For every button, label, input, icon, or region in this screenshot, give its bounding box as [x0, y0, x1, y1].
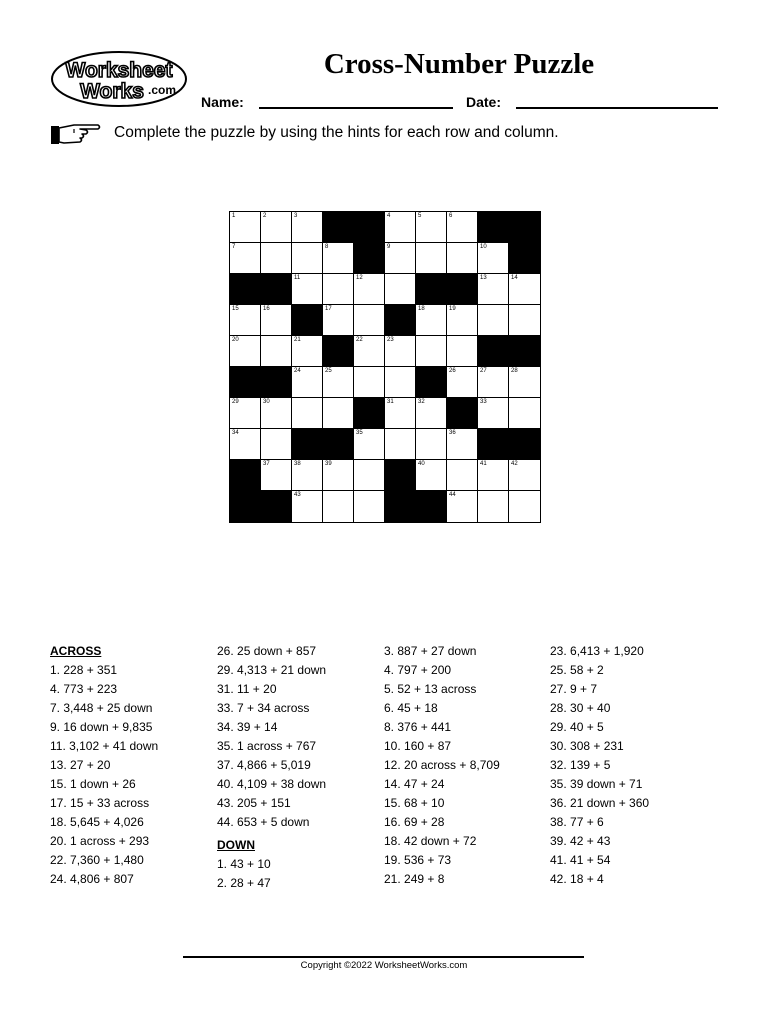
black-cell — [230, 274, 261, 305]
cell-number: 27 — [480, 368, 487, 374]
answer-cell[interactable] — [354, 305, 385, 336]
answer-cell[interactable] — [323, 305, 354, 336]
clue-item: 16. 69 + 28 — [384, 815, 445, 829]
clue-item: 14. 47 + 24 — [384, 777, 445, 791]
clue-item: 27. 9 + 7 — [550, 682, 598, 696]
clue-item: 18. 5,645 + 4,026 — [50, 815, 144, 829]
logo-line2: Works — [80, 80, 144, 103]
cell-number: 26 — [449, 368, 456, 374]
cell-number: 33 — [480, 399, 487, 405]
page-title: Cross-Number Puzzle — [323, 48, 595, 80]
answer-cell[interactable] — [447, 305, 478, 336]
cell-number: 13 — [480, 275, 487, 281]
cell-number: 41 — [480, 461, 487, 467]
cell-number: 12 — [356, 275, 363, 281]
answer-cell[interactable] — [385, 367, 416, 398]
black-cell — [385, 460, 416, 491]
clue-item: 9. 16 down + 9,835 — [50, 720, 153, 734]
cell-number: 40 — [418, 461, 425, 467]
cell-number: 42 — [511, 461, 518, 467]
answer-cell[interactable] — [354, 274, 385, 305]
cell-number: 20 — [232, 337, 239, 343]
clue-item: 1. 43 + 10 — [217, 857, 271, 871]
answer-cell[interactable] — [478, 491, 509, 522]
black-cell — [385, 491, 416, 522]
black-cell — [230, 460, 261, 491]
clue-item: 3. 887 + 27 down — [384, 644, 477, 658]
clue-item: 20. 1 across + 293 — [50, 834, 150, 848]
clue-item: 15. 1 down + 26 — [50, 777, 136, 791]
clue-item: 4. 797 + 200 — [384, 663, 452, 677]
clue-item: 12. 20 across + 8,709 — [384, 758, 500, 772]
answer-cell[interactable] — [261, 398, 292, 429]
date-line — [516, 107, 718, 109]
black-cell — [292, 429, 323, 460]
black-cell — [261, 274, 292, 305]
cell-number: 39 — [325, 461, 332, 467]
clue-item: 30. 308 + 231 — [550, 739, 624, 753]
answer-cell[interactable] — [261, 243, 292, 274]
black-cell — [509, 336, 540, 367]
answer-cell[interactable] — [385, 212, 416, 243]
clue-item: 10. 160 + 87 — [384, 739, 452, 753]
answer-cell[interactable] — [292, 212, 323, 243]
cell-number: 44 — [449, 492, 456, 498]
black-cell — [447, 398, 478, 429]
answer-cell[interactable] — [509, 367, 540, 398]
clue-item: 22. 7,360 + 1,480 — [50, 853, 144, 867]
clue-item: 41. 41 + 54 — [550, 853, 611, 867]
black-cell — [323, 212, 354, 243]
answer-cell[interactable] — [323, 243, 354, 274]
answer-cell[interactable] — [230, 212, 261, 243]
cell-number: 29 — [232, 399, 239, 405]
name-label: Name: — [201, 94, 244, 110]
answer-cell[interactable] — [292, 398, 323, 429]
clue-item: 4. 773 + 223 — [50, 682, 118, 696]
cell-number: 15 — [232, 306, 239, 312]
answer-cell[interactable] — [416, 212, 447, 243]
answer-cell[interactable] — [416, 398, 447, 429]
black-cell — [292, 305, 323, 336]
clue-item: 19. 536 + 73 — [384, 853, 452, 867]
down-heading: DOWN — [217, 838, 255, 852]
logo-line1: Worksheet — [65, 59, 173, 82]
instruction-text: Complete the puzzle by using the hints for each row and column. — [114, 124, 559, 141]
cell-number: 6 — [449, 213, 453, 219]
black-cell — [230, 367, 261, 398]
logo-suffix: .com — [147, 83, 177, 97]
black-cell — [447, 274, 478, 305]
answer-cell[interactable] — [354, 429, 385, 460]
cell-number: 10 — [480, 244, 487, 250]
clue-item: 36. 21 down + 360 — [550, 796, 650, 810]
clue-column-1 — [50, 642, 158, 889]
clue-item: 29. 4,313 + 21 down — [217, 663, 327, 677]
cell-number: 31 — [387, 399, 394, 405]
clue-item: 35. 39 down + 71 — [550, 777, 643, 791]
cell-number: 5 — [418, 213, 422, 219]
crossnumber-grid — [229, 211, 541, 523]
answer-cell[interactable] — [385, 398, 416, 429]
black-cell — [261, 491, 292, 522]
across-heading: ACROSS — [50, 644, 102, 658]
answer-cell[interactable] — [416, 305, 447, 336]
answer-cell[interactable] — [478, 367, 509, 398]
clue-item: 31. 11 + 20 — [217, 682, 277, 696]
black-cell — [509, 212, 540, 243]
answer-cell[interactable] — [447, 243, 478, 274]
black-cell — [261, 367, 292, 398]
cell-number: 18 — [418, 306, 425, 312]
black-cell — [416, 367, 447, 398]
cell-number: 35 — [356, 430, 363, 436]
answer-cell[interactable] — [292, 336, 323, 367]
clue-item: 35. 1 across + 767 — [217, 739, 317, 753]
answer-cell[interactable] — [447, 367, 478, 398]
clue-item: 32. 139 + 5 — [550, 758, 611, 772]
cell-number: 34 — [232, 430, 239, 436]
answer-cell[interactable] — [230, 336, 261, 367]
cell-number: 37 — [263, 461, 270, 467]
cell-number: 38 — [294, 461, 301, 467]
clue-item: 2. 28 + 47 — [217, 876, 271, 890]
answer-cell[interactable] — [323, 491, 354, 522]
cell-number: 21 — [294, 337, 301, 343]
answer-cell[interactable] — [416, 336, 447, 367]
cell-number: 8 — [325, 244, 329, 250]
cell-number: 36 — [449, 430, 456, 436]
pointing-hand-icon — [50, 121, 102, 147]
black-cell — [354, 243, 385, 274]
answer-cell[interactable] — [416, 460, 447, 491]
clue-item: 21. 249 + 8 — [384, 872, 445, 886]
clue-item: 26. 25 down + 857 — [217, 644, 317, 658]
answer-cell[interactable] — [478, 398, 509, 429]
cell-number: 11 — [294, 275, 301, 281]
clue-item: 24. 4,806 + 807 — [50, 872, 134, 886]
answer-cell[interactable] — [323, 367, 354, 398]
answer-cell[interactable] — [323, 460, 354, 491]
clue-item: 5. 52 + 13 across — [384, 682, 477, 696]
black-cell — [416, 274, 447, 305]
answer-cell[interactable] — [447, 336, 478, 367]
answer-cell[interactable] — [230, 305, 261, 336]
black-cell — [478, 429, 509, 460]
clue-item: 43. 205 + 151 — [217, 796, 291, 810]
black-cell — [230, 491, 261, 522]
clue-column-4 — [550, 642, 649, 889]
black-cell — [478, 212, 509, 243]
cell-number: 32 — [418, 399, 425, 405]
answer-cell[interactable] — [385, 274, 416, 305]
clue-item: 37. 4,866 + 5,019 — [217, 758, 311, 772]
clue-item: 38. 77 + 6 — [550, 815, 604, 829]
cell-number: 30 — [263, 399, 270, 405]
answer-cell[interactable] — [385, 243, 416, 274]
black-cell — [354, 212, 385, 243]
cell-number: 25 — [325, 368, 332, 374]
clue-column-3 — [384, 642, 500, 889]
cell-number: 2 — [263, 213, 267, 219]
answer-cell[interactable] — [447, 429, 478, 460]
cell-number: 4 — [387, 213, 391, 219]
clue-item: 40. 4,109 + 38 down — [217, 777, 327, 791]
clue-item: 8. 376 + 441 — [384, 720, 452, 734]
answer-cell[interactable] — [292, 367, 323, 398]
answer-cell[interactable] — [509, 274, 540, 305]
answer-cell[interactable] — [478, 243, 509, 274]
answer-cell[interactable] — [230, 243, 261, 274]
answer-cell[interactable] — [478, 274, 509, 305]
footer-divider — [183, 956, 584, 958]
cell-number: 23 — [387, 337, 394, 343]
clue-item: 18. 42 down + 72 — [384, 834, 477, 848]
cell-number: 1 — [232, 213, 236, 219]
answer-cell[interactable] — [354, 367, 385, 398]
cell-number: 9 — [387, 244, 391, 250]
answer-cell[interactable] — [354, 336, 385, 367]
clue-item: 44. 653 + 5 down — [217, 815, 310, 829]
answer-cell[interactable] — [292, 460, 323, 491]
black-cell — [416, 491, 447, 522]
clue-item: 34. 39 + 14 — [217, 720, 278, 734]
answer-cell[interactable] — [385, 336, 416, 367]
clue-item: 39. 42 + 43 — [550, 834, 611, 848]
answer-cell[interactable] — [261, 212, 292, 243]
cell-number: 14 — [511, 275, 518, 281]
answer-cell[interactable] — [478, 460, 509, 491]
cell-number: 24 — [294, 368, 301, 374]
clue-item: 13. 27 + 20 — [50, 758, 111, 772]
clue-item: 1. 228 + 351 — [50, 663, 118, 677]
clue-item: 7. 3,448 + 25 down — [50, 701, 153, 715]
answer-cell[interactable] — [292, 274, 323, 305]
answer-cell[interactable] — [509, 398, 540, 429]
answer-cell[interactable] — [478, 305, 509, 336]
answer-cell[interactable] — [230, 429, 261, 460]
answer-cell[interactable] — [447, 491, 478, 522]
answer-cell[interactable] — [354, 491, 385, 522]
copyright: Copyright ©2022 WorksheetWorks.com — [300, 960, 468, 971]
cell-number: 19 — [449, 306, 456, 312]
answer-cell[interactable] — [509, 460, 540, 491]
clue-item: 42. 18 + 4 — [550, 872, 604, 886]
date-label: Date: — [466, 94, 502, 110]
answer-cell[interactable] — [292, 491, 323, 522]
black-cell — [323, 429, 354, 460]
black-cell — [509, 243, 540, 274]
clue-item: 23. 6,413 + 1,920 — [550, 644, 644, 658]
clue-item: 29. 40 + 5 — [550, 720, 604, 734]
black-cell — [509, 429, 540, 460]
cell-number: 43 — [294, 492, 301, 498]
cell-number: 3 — [294, 213, 298, 219]
answer-cell[interactable] — [385, 429, 416, 460]
clue-column-2 — [217, 642, 326, 893]
answer-cell[interactable] — [509, 305, 540, 336]
answer-cell[interactable] — [354, 460, 385, 491]
clue-item: 28. 30 + 40 — [550, 701, 611, 715]
cell-number: 17 — [325, 306, 332, 312]
black-cell — [478, 336, 509, 367]
cell-number: 28 — [511, 368, 518, 374]
clue-item: 11. 3,102 + 41 down — [50, 739, 159, 753]
clue-item: 25. 58 + 2 — [550, 663, 604, 677]
answer-cell[interactable] — [292, 243, 323, 274]
answer-cell[interactable] — [416, 243, 447, 274]
cell-number: 22 — [356, 337, 363, 343]
answer-cell[interactable] — [323, 398, 354, 429]
answer-cell[interactable] — [323, 274, 354, 305]
answer-cell[interactable] — [261, 305, 292, 336]
answer-cell[interactable] — [447, 460, 478, 491]
cell-number: 16 — [263, 306, 270, 312]
clue-item: 33. 7 + 34 across — [217, 701, 310, 715]
answer-cell[interactable] — [261, 460, 292, 491]
cell-number: 7 — [232, 244, 236, 250]
answer-cell[interactable] — [416, 429, 447, 460]
answer-cell[interactable] — [447, 212, 478, 243]
black-cell — [354, 398, 385, 429]
black-cell — [323, 336, 354, 367]
answer-cell[interactable] — [230, 398, 261, 429]
answer-cell[interactable] — [261, 429, 292, 460]
answer-cell[interactable] — [509, 491, 540, 522]
clue-item: 17. 15 + 33 across — [50, 796, 150, 810]
clue-item: 15. 68 + 10 — [384, 796, 445, 810]
name-line — [259, 107, 453, 109]
answer-cell[interactable] — [261, 336, 292, 367]
clue-item: 6. 45 + 18 — [384, 701, 438, 715]
black-cell — [385, 305, 416, 336]
